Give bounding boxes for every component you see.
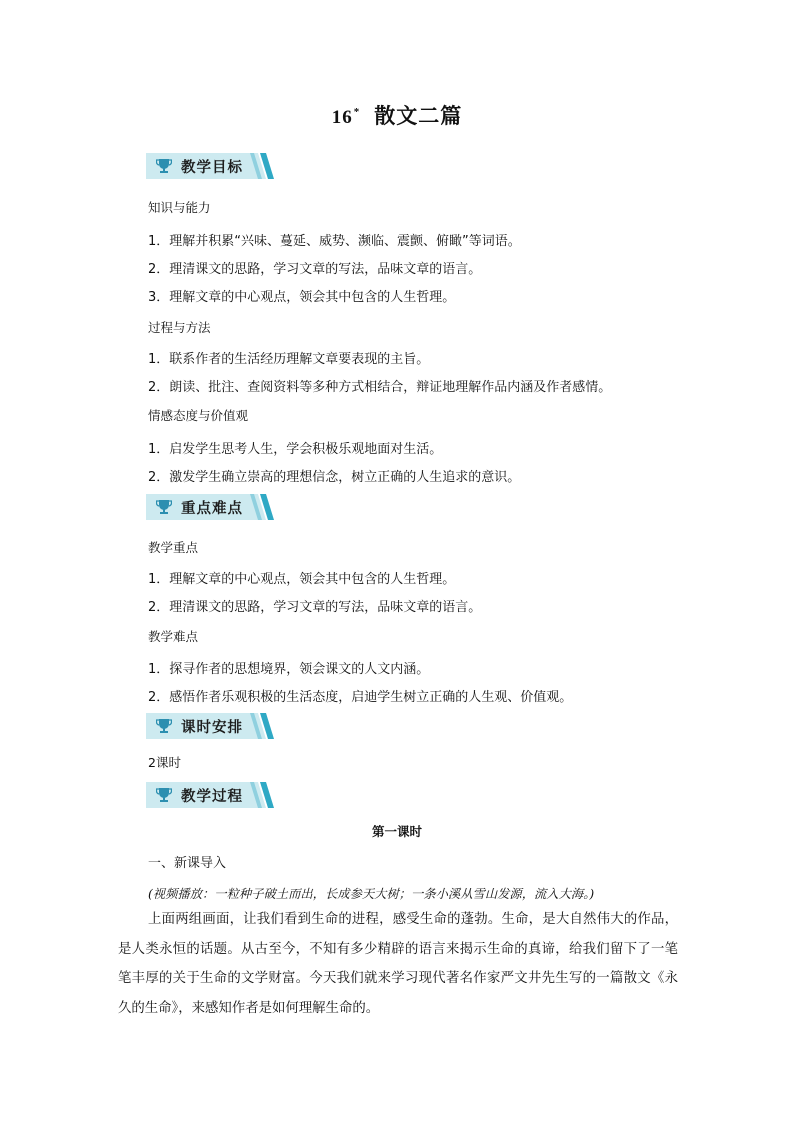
- schedule-text: 2课时: [148, 755, 181, 770]
- list-item: 1．探寻作者的思想境界，领会课文的人文内涵。: [148, 662, 430, 677]
- trophy-icon: [156, 158, 172, 174]
- difficulty-heading: 教学难点: [148, 629, 199, 644]
- section-label: 教学目标: [181, 160, 243, 176]
- knowledge-heading: 知识与能力: [148, 200, 211, 215]
- emotion-heading: 情感态度与价值观: [148, 408, 249, 423]
- section-label: 课时安排: [181, 720, 243, 736]
- lesson-number: 16*: [331, 106, 361, 128]
- method-heading: 过程与方法: [148, 320, 211, 335]
- list-item: 2．激发学生确立崇高的理想信念，树立正确的人生追求的意识。: [148, 470, 521, 485]
- section-label: 教学过程: [181, 789, 243, 805]
- intro-paragraph: 上面两组画面，让我们看到生命的进程，感受生命的蓬勃。生命，是大自然伟大的作品，是人类永恒的话题。从古至今，不知有多少精辟的语言来揭示生命的真谛，给我们留下了一笔笔丰厚的关于生命的文学财富。今天我们就来学习现代著名作家严文井先生写的一篇散文《永久的生命》，来感知作者是如何理解生命的。: [118, 912, 678, 1016]
- video-note: (视频播放：一粒种子破土而出，长成参天大树；一条小溪从雪山发源，流入大海。): [148, 887, 595, 901]
- trophy-icon: [156, 499, 172, 515]
- list-item: 2．理清课文的思路，学习文章的写法，品味文章的语言。: [148, 262, 482, 277]
- list-item: 1．启发学生思考人生，学会积极乐观地面对生活。: [148, 442, 443, 457]
- list-item: 3．理解文章的中心观点，领会其中包含的人生哲理。: [148, 290, 456, 305]
- list-item: 1．理解文章的中心观点，领会其中包含的人生哲理。: [148, 572, 456, 587]
- trophy-icon: [156, 787, 172, 803]
- lesson-heading: 第一课时: [371, 824, 422, 839]
- step-heading: 一、新课导入: [148, 856, 227, 871]
- lesson-title: 散文二篇: [374, 104, 463, 128]
- list-item: 1．理解并积累“兴味、蔓延、威势、濒临、震颤、俯瞰”等词语。: [148, 234, 521, 249]
- section-badge-schedule: [146, 713, 272, 739]
- section-badge-goals: [146, 153, 272, 179]
- list-item: 2．朗读、批注、查阅资料等多种方式相结合，辩证地理解作品内涵及作者感情。: [148, 380, 612, 395]
- section-badge-process: [146, 782, 272, 808]
- list-item: 1．联系作者的生活经历理解文章要表现的主旨。: [148, 352, 430, 367]
- list-item: 2．理清课文的思路，学习文章的写法，品味文章的语言。: [148, 600, 482, 615]
- list-item: 2．感悟作者乐观积极的生活态度，启迪学生树立正确的人生观、价值观。: [148, 690, 573, 705]
- section-badge-key: [146, 494, 272, 520]
- section-label: 重点难点: [181, 501, 243, 517]
- focus-heading: 教学重点: [148, 540, 199, 555]
- page-title: [0, 100, 794, 130]
- trophy-icon: [156, 718, 172, 734]
